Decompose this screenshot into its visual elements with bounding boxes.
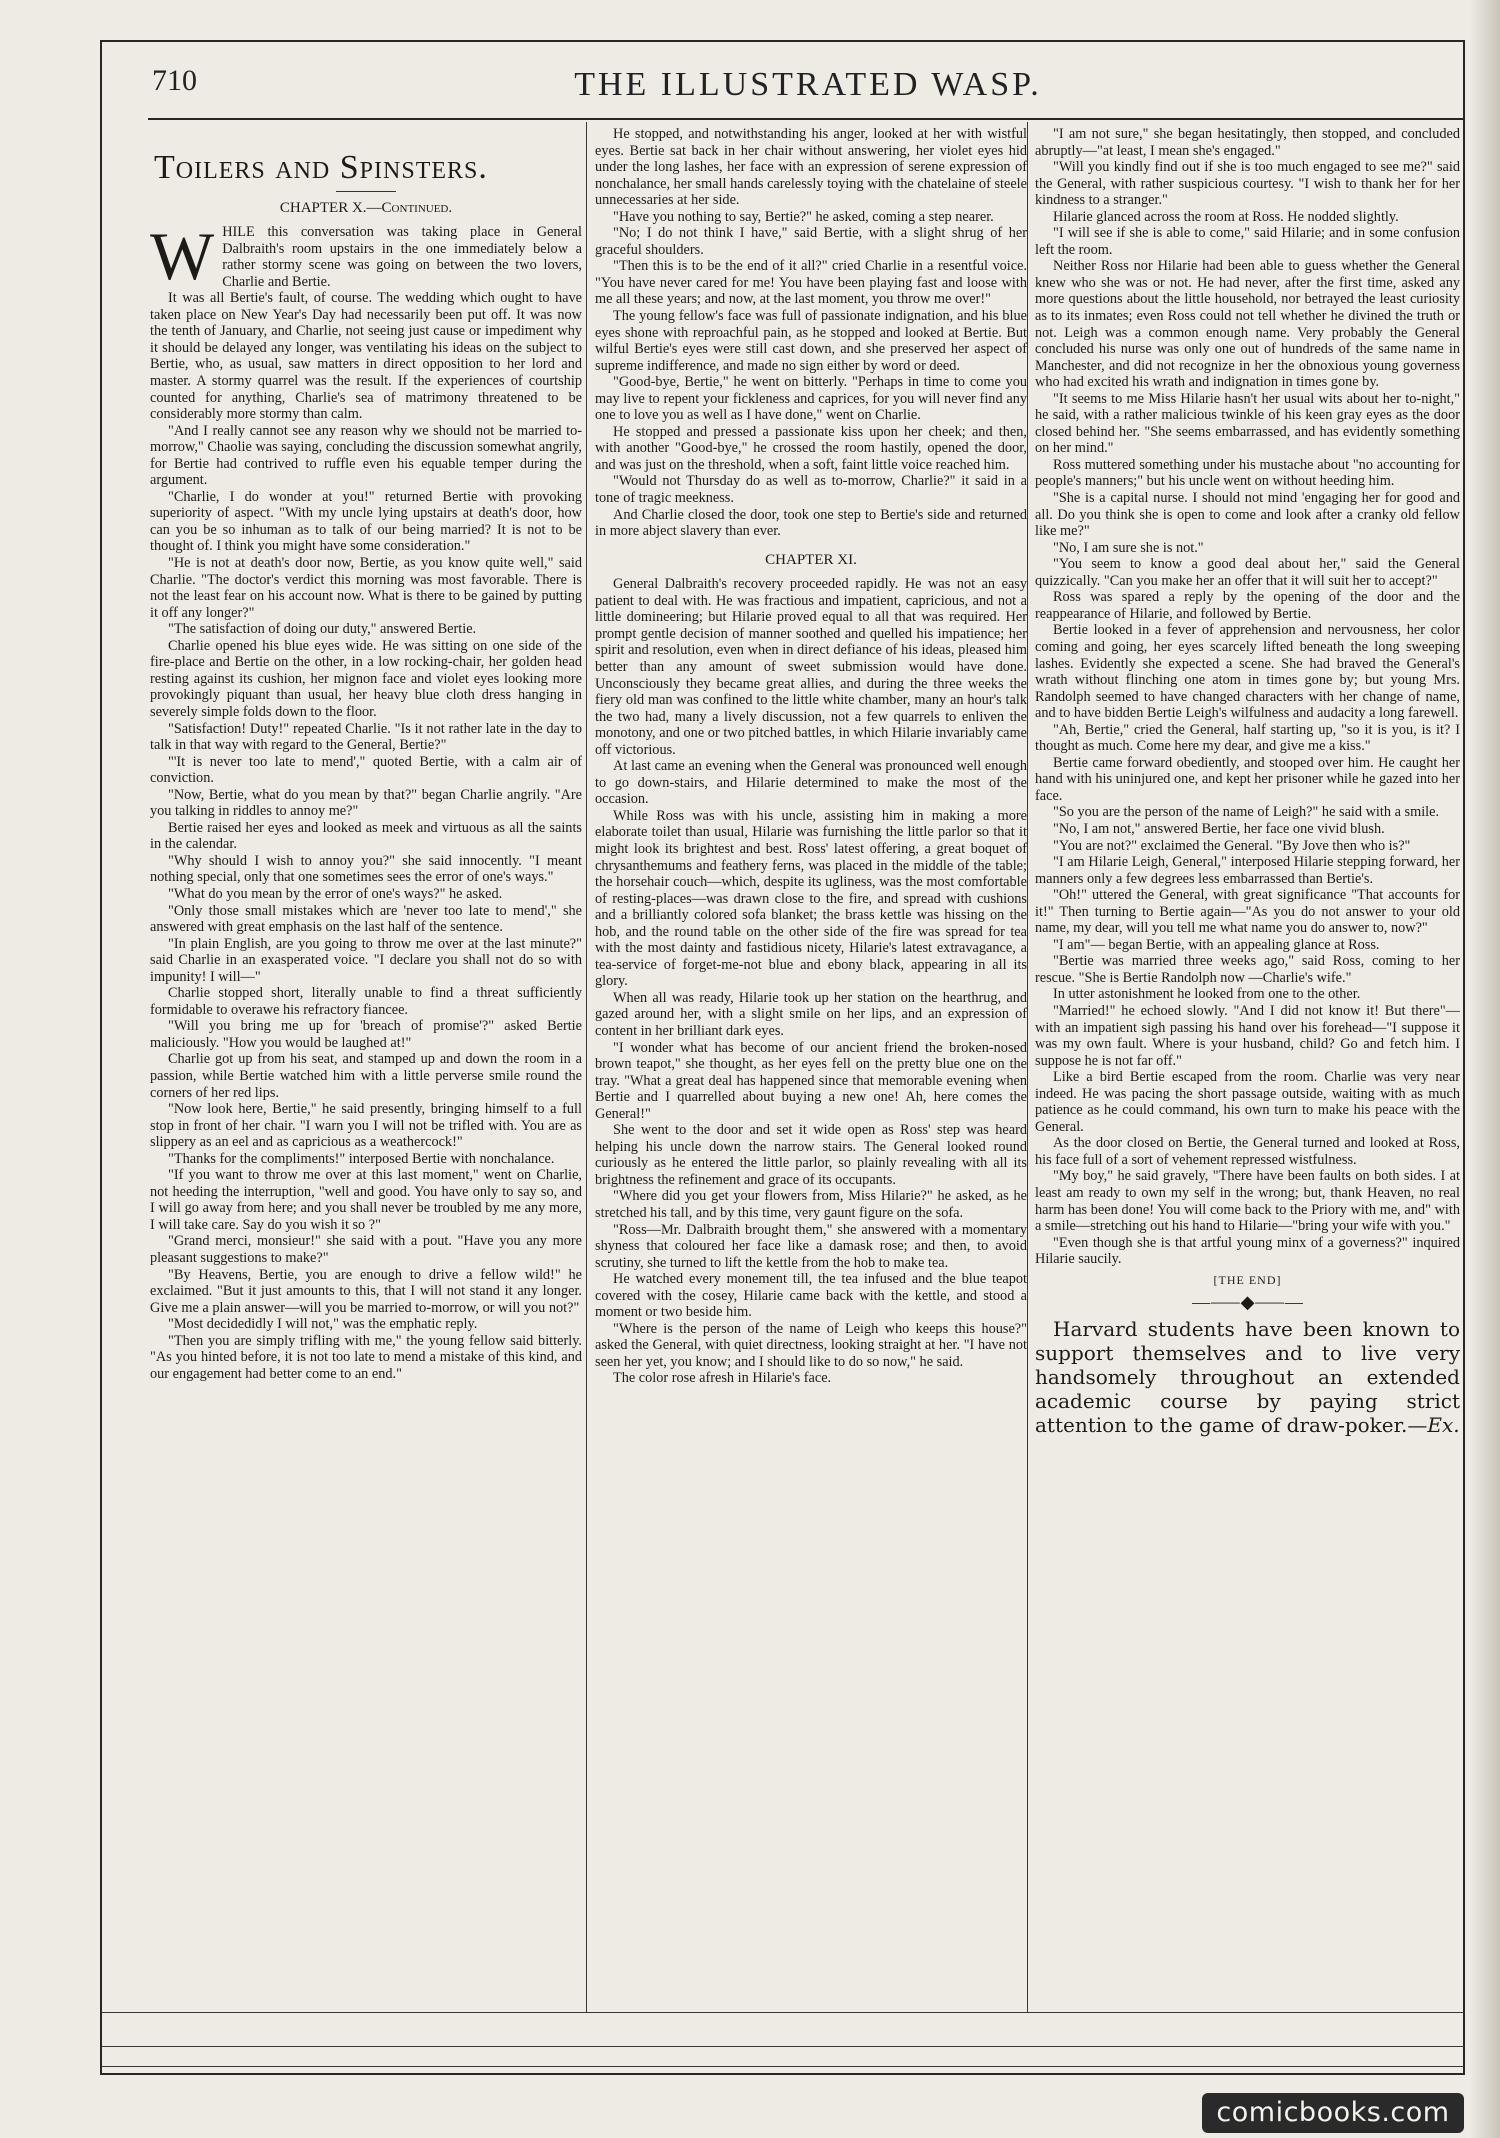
paragraph: "Good-bye, Bertie," he went on bitterly. "Perhaps in time to come you may live to repent your fickleness and caprices, for you will never find any one to love you as well as I have done," went on Charlie. [595,374,1027,424]
paragraph: "So you are the person of the name of Leigh?" he said with a smile. [1053,804,1440,821]
paragraph: Neither Ross nor Hilarie had been able to guess whether the General knew who she was or not. He had never, after the first time, asked any more questions about the little household, nor betrayed the least curiosity as to its inmates; even Ross could not tell whether he divined the truth or not. Leigh was a common enough name. Very probably the General concluded his nurse was only one out of hundreds of the same name in Manchester, and did not recognize in her the obnoxious young governess who had excited his wrath and indignation in times gone by. [1035,258,1460,391]
page-binding-shadow [1468,0,1500,2138]
bottom-rule [102,2012,1465,2013]
column-divider [586,122,587,2012]
paragraph: He watched every monement till, the tea infused and the blue teapot covered with the cosey, Hilarie came back with the kettle, and stood a moment or two beside him. [595,1271,1027,1321]
paragraph: "'It is never too late to mend'," quoted Bertie, with a calm air of conviction. [150,753,582,787]
paragraph: Bertie came forward obediently, and stooped over him. He caught her hand with his uninjured one, and kept her prisoner while he gazed into her face. [1035,754,1460,804]
page-header [152,58,1464,106]
header-rule [148,118,1463,120]
paragraph: In utter astonishment he looked from one to the other. [1053,986,1361,1003]
story-title: Toilers and Spinsters. [154,149,488,186]
end-mark: [THE END] [1213,1272,1282,1287]
ornament-divider: —⸺◆⸺— [1192,1292,1303,1313]
paragraph: While Ross was with his uncle, assisting him in making a more elaborate toilet than usual, Hilarie was furnishing the little parlor so that it might look its brightest and best. Ross' latest offering, a great boquet of chrysanthemums and feathery ferns, was placed in the middle of the table; the horsehair couch—which, despite its ugliness, was the most comfortable of resting-places—was drawn close to the fire, and spread with cushions and a brilliantly colored sofa blanket; the brass kettle was hissing on the hob, and the round table on the other side of the fire was spread for tea with the most dainty and fastidious nicety, Hilarie's latest extravagance, a tea-service of forget-me-not blue and ebony black, appearing in all its glory. [595,807,1027,990]
paragraph: Bertie looked in a fever of apprehension and nervousness, her color coming and going, her eyes scarcely lifted beneath the long sweeping lashes. Evidently she expected a scene. She had braved the General's wrath without flinching one atom in times gone by; but young Mrs. Randolph seemed to have changed characters with her change of name, and to have bidden Bertie Leigh's wilfulness and audacity a long farewell. [1035,622,1460,722]
paragraph: "Why should I wish to annoy you?" she said innocently. "I meant nothing special, only that one sometimes sees the error of one's ways." [150,852,582,886]
paragraph: "By Heavens, Bertie, you are enough to drive a fellow wild!" he exclaimed. "But it just amounts to this, that I will not stand it any longer. Give me a plain answer—will you be married to-morrow, or will you not?" [150,1266,582,1316]
page-number: 710 [152,64,197,97]
paragraph: "Oh!" uttered the General, with great significance "That accounts for it!" Then turning to Bertie again—"As you do not answer to your old name, my dear, will you tell me what name you do answer to, now?" [1035,887,1460,937]
paragraph: Bertie raised her eyes and looked as meek and virtuous as all the saints in the calendar. [150,819,582,853]
filler-paragraph: Harvard students have been known to support themselves and to live very handsomely throughout an extended academic course by paying strict attention to the game of draw-poker.—Ex. [1035,1316,1460,1437]
paragraph: "Now, Bertie, what do you mean by that?" began Charlie angrily. "Are you talking in riddles to annoy me?" [150,786,582,820]
paragraph: "If you want to throw me over at this last moment," went on Charlie, not heeding the interruption, "well and good. You have only to say so, and I will go away from here; and you shall never be troubled by me any more, I will take care. Say do you wish it so ?" [150,1167,582,1233]
paragraph: "Then you are simply trifling with me," the young fellow said bitterly. "As you hinted before, it is not too late to mend a mistake of this kind, and our engagement had better come to an end." [150,1332,582,1382]
paragraph: The young fellow's face was full of passionate indignation, and his blue eyes shone with reproachful pain, as he stopped and looked at Bertie. But wilful Bertie's eyes were still cast down, and she preserved her aspect of supreme indifference, and made no sign either by word or deed. [595,308,1027,374]
paragraph: "It seems to me Miss Hilarie hasn't her usual wits about her to-night," he said, with a rather malicious twinkle of his keen gray eyes as the door closed behind her. "She seems embarrassed, and has evidently something on her mind." [1035,390,1460,457]
paragraph: "You are not?" exclaimed the General. "By Jove then who is?" [1053,837,1411,854]
column-1 [150,126,582,2011]
paragraph: "Then this is to be the end of it all?" cried Charlie in a resentful voice. "You have never cared for me! You have been playing fast and loose with me all these years; and now, at the last moment, you throw me over!" [595,258,1027,308]
paragraph: "And I really cannot see any reason why we should not be married to-morrow," Chaolie was saying, concluding the discussion somewhat angrily, for Bertie had contrived to ruffle even his equable temper during the argument. [150,422,582,489]
paragraph: "She is a capital nurse. I should not mind 'engaging her for good and all. Do you think she is open to come and look after a cranky old fellow like me?" [1035,490,1460,540]
paragraph: "No; I do not think I have," said Bertie, with a slight shrug of her graceful shoulders. [595,225,1027,258]
paragraph: As the door closed on Bertie, the General turned and looked at Ross, his face full of a sort of vehement repressed wistfulness. [1035,1135,1460,1168]
paragraph: "No, I am not," answered Bertie, her face one vivid blush. [1053,820,1385,837]
paragraph: Ross was spared a reply by the opening of the door and the reappearance of Hilarie, and followed by Bertie. [1035,589,1460,622]
column-3 [1035,126,1460,2011]
paragraph: When all was ready, Hilarie took up her station on the hearthrug, and gazed around her, with a slight smile on her lips, and an expression of content in her brilliant dark eyes. [595,989,1027,1039]
chapter-heading: CHAPTER X.—Continued. [279,199,453,216]
paragraph: Hilarie glanced across the room at Ross. He nodded slightly. [1053,208,1399,225]
drop-cap: W [150,218,215,295]
column-3-text [1035,126,1460,1268]
paragraph: "I am not sure," she began hesitatingly, then stopped, and concluded abruptly—"at least, I mean she's engaged." [1035,126,1460,159]
paragraph: "Most decidedidly I will not," was the emphatic reply. [168,1316,478,1333]
paragraph: "I am"— began Bertie, with an appealing glance at Ross. [1053,936,1380,953]
paragraph: "Bertie was married three weeks ago," said Ross, coming to her rescue. "She is Bertie Randolph now —Charlie's wife." [1035,953,1460,986]
paragraph: "The satisfaction of doing our duty," answered Bertie. [168,621,477,638]
column-2 [595,126,1027,2011]
paragraph: He stopped, and notwithstanding his anger, looked at her with wistful eyes. Bertie sat back in her chair without answering, her violet eyes hid under the long lashes, her face with an expression of serene expression of nonchalance, her small hands carelessly toying with the chatelaine of steele unnecessaries at her side. [595,126,1027,209]
paragraph: Charlie stopped short, literally unable to find a threat sufficiently formidable to overawe his refractory fiancee. [150,985,582,1018]
paragraph: "I will see if she is able to come," said Hilarie; and in some confusion left the room. [1035,225,1460,258]
paragraph: "Ross—Mr. Dalbraith brought them," she answered with a momentary shyness that coloured her face like a damask rose; and then, to avoid scrutiny, she turned to lift the kettle from the hob to make tea. [595,1221,1027,1271]
paragraph: "Married!" he echoed slowly. "And I did not know it! But there"—with an impatient sigh passing his hand over his forehead—"I suppose it was my own fault. Where is your husband, child? Go and fetch him. I suppose he is not far off." [1035,1002,1460,1069]
paragraph: "I am Hilarie Leigh, General," interposed Hilarie stepping forward, her manners only a few degrees less embarrassed than Bertie's. [1035,854,1460,887]
paragraph: And Charlie closed the door, took one step to Bertie's side and returned in more abject slavery than ever. [595,506,1027,540]
paragraph: "Satisfaction! Duty!" repeated Charlie. "Is it not rather late in the day to talk in that way with regard to the General, Bertie?" [150,720,582,754]
paragraph: He stopped and pressed a passionate kiss upon her cheek; and then, with another "Good-bye," he crossed the room hastily, opened the door, and was just on the threshold, when a soft, faint little voice reached him. [595,423,1027,473]
paragraph: "Have you nothing to say, Bertie?" he asked, coming a step nearer. [613,208,994,225]
paragraph: Like a bird Bertie escaped from the room. Charlie was very near indeed. He was pacing the short passage outside, waiting with as much patience as he could command, his own turn to make his peace with the General. [1035,1069,1460,1135]
paragraph: Charlie opened his blue eyes wide. He was sitting on one side of the fire-place and Bertie on the other, in a low rocking-chair, her golden head resting against its cushion, her mignon face and violet eyes looking more provokingly piquant than usual, her heavy blue cloth dress hanging in severely simple folds down to the floor. [150,637,582,720]
chapter-heading: CHAPTER XI. [765,551,857,568]
paragraph: The color rose afresh in Hilarie's face. [613,1370,832,1387]
paragraph: "Would not Thursday do as well as to-morrow, Charlie?" it said in a tone of tragic meekness. [595,473,1027,507]
paragraph: "Even though she is that artful young minx of a governess?" inquired Hilarie saucily. [1035,1234,1460,1268]
paragraph: "Now look here, Bertie," he said presently, bringing himself to a full stop in front of her chair. "I warn you I will not be trifled with. You are as slippery as an eel and as capricious as a weathercock!" [150,1101,582,1151]
paragraph: Charlie got up from his seat, and stamped up and down the room in a passion, while Bertie watched him with a little perverse smile round the corners of her red lips. [150,1051,582,1101]
paragraph: "What do you mean by the error of one's ways?" he asked. [168,885,503,902]
paragraph: "Ah, Bertie," cried the General, half starting up, "so it is you, is it? I thought as much. Come here my dear, and give me a kiss." [1035,721,1460,755]
bottom-rule [102,2046,1465,2047]
magazine-title: THE ILLUSTRATED WASP. [574,66,1042,103]
title-rule [336,191,396,192]
paragraph: "I wonder what has become of our ancient friend the broken-nosed brown teapot," she thought, as her eyes fell on the pretty blue one on the tray. "What a great deal has happened since that memorable evening when Bertie and I quarrelled about buying a new one! Ah, here comes the General!" [595,1039,1027,1122]
paragraph: "My boy," he said gravely, "There have been faults on both sides. I at least am ready to own my self in the wrong; but, thank Heaven, no real harm has been done! You will come back to the Priory with me, and" with a smile—stretching out his hand to Hilarie—"bring your wife with you." [1035,1168,1460,1235]
opening-paragraph: WHILE this conversation was taking place in General Dalbraith's room upstairs in the one immediately below a rather stormy scene was going on between the two lovers, Charlie and Bertie. [150,218,582,295]
paragraph: It was all Bertie's fault, of course. The wedding which ought to have taken place on New Year's Day had necessarily been put off. It was now the tenth of January, and Charlie, not seeing just cause or impediment why it should be delayed any longer, was ventilating his ideas on the subject to Bertie, who, as usual, saw matters in direct opposition to her lord and master. A stormy quarrel was the result. If the experiences of courtship counted for anything, Charlie's sea of matrimony threatened to be considerably more stormy than calm. [150,290,582,423]
paragraph: General Dalbraith's recovery proceeded rapidly. He was not an easy patient to deal with. He was fractious and impatient, capricious, and not a little domineering; but Hilarie proved equal to all that was required. Her prompt gentle decision of manner soothed and quelled his impatience; her spirit and resolution, even when in direct defiance of his ideas, pleased him better than any amount of sweet submission would have done. Unconsciously they became great allies, and during the three weeks the fiery old man was confined to the little white chamber, many an hour's talk the two had, many a lively discussion, not a few quarrels to enliven the monotony, and one or two pitched battles, in which Hilarie invariably came off victorious. [595,576,1027,758]
paragraph: "In plain English, are you going to throw me over at the last minute?" said Charlie in an exasperated voice. "I declare you shall not do so with impunity! I will—" [150,935,582,985]
paragraph: She went to the door and set it wide open as Ross' step was heard helping his uncle down the narrow stairs. The General looked round curiously as he entered the little parlor, so plainly revealing with all its brightness the refinement and grace of its occupants. [595,1122,1027,1188]
paragraph: Ross muttered something under his mustache about "no accounting for people's manners;" but his uncle went on without heeding him. [1035,456,1460,490]
paragraph: At last came an evening when the General was pronounced well enough to go down-stairs, and Hilarie determined to make the most of the occasion. [595,758,1027,808]
paragraph: "Will you kindly find out if she is too much engaged to see me?" said the General, with rather suspicious courtesy. "I wish to thank her for her kindness to a stranger." [1035,159,1460,209]
paragraph: "Will you bring me up for 'breach of promise'?" asked Bertie maliciously. "How you would be laughed at!" [150,1018,582,1051]
column-divider [1027,122,1028,2012]
paragraph: "Only those small mistakes which are 'never too late to mend'," she answered with great emphasis on the last half of the sentence. [150,902,582,936]
column-2-text [595,126,1027,540]
bottom-rule [102,2066,1465,2067]
paragraph: "Charlie, I do wonder at you!" returned Bertie with provoking superiority of aspect. "With my uncle lying upstairs at death's door, how can you be so inhuman as to talk of our being married? It is not to be thought of. I think you might have some consideration." [150,488,582,555]
column-1-text [150,290,582,1382]
paragraph: "Thanks for the compliments!" interposed Bertie with nonchalance. [168,1150,555,1167]
paragraph: "No, I am sure she is not." [1053,539,1204,556]
watermark: comicbooks.com [1202,2093,1464,2133]
paragraph: "You seem to know a good deal about her," said the General quizzically. "Can you make her an offer that it will suit her to accept?" [1035,556,1460,589]
column-2-text-continued [595,576,1027,1387]
paragraph: "Where did you get your flowers from, Miss Hilarie?" he asked, as he stretched his tall, and by this time, very gaunt figure on the sofa. [595,1188,1027,1221]
paragraph: "Where is the person of the name of Leigh who keeps this house?" asked the General, with quiet directness, looking straight at her. "I have not seen her yet, you know; and I should like to do so now," he said. [595,1320,1027,1370]
paragraph: "Grand merci, monsieur!" she said with a pout. "Have you any more pleasant suggestions to make?" [150,1233,582,1266]
paragraph: "He is not at death's door now, Bertie, as you know quite well," said Charlie. "The doctor's verdict this morning was most favorable. There is not the least fear on his account now. What is there to be gained by putting it off any longer?" [150,555,582,621]
